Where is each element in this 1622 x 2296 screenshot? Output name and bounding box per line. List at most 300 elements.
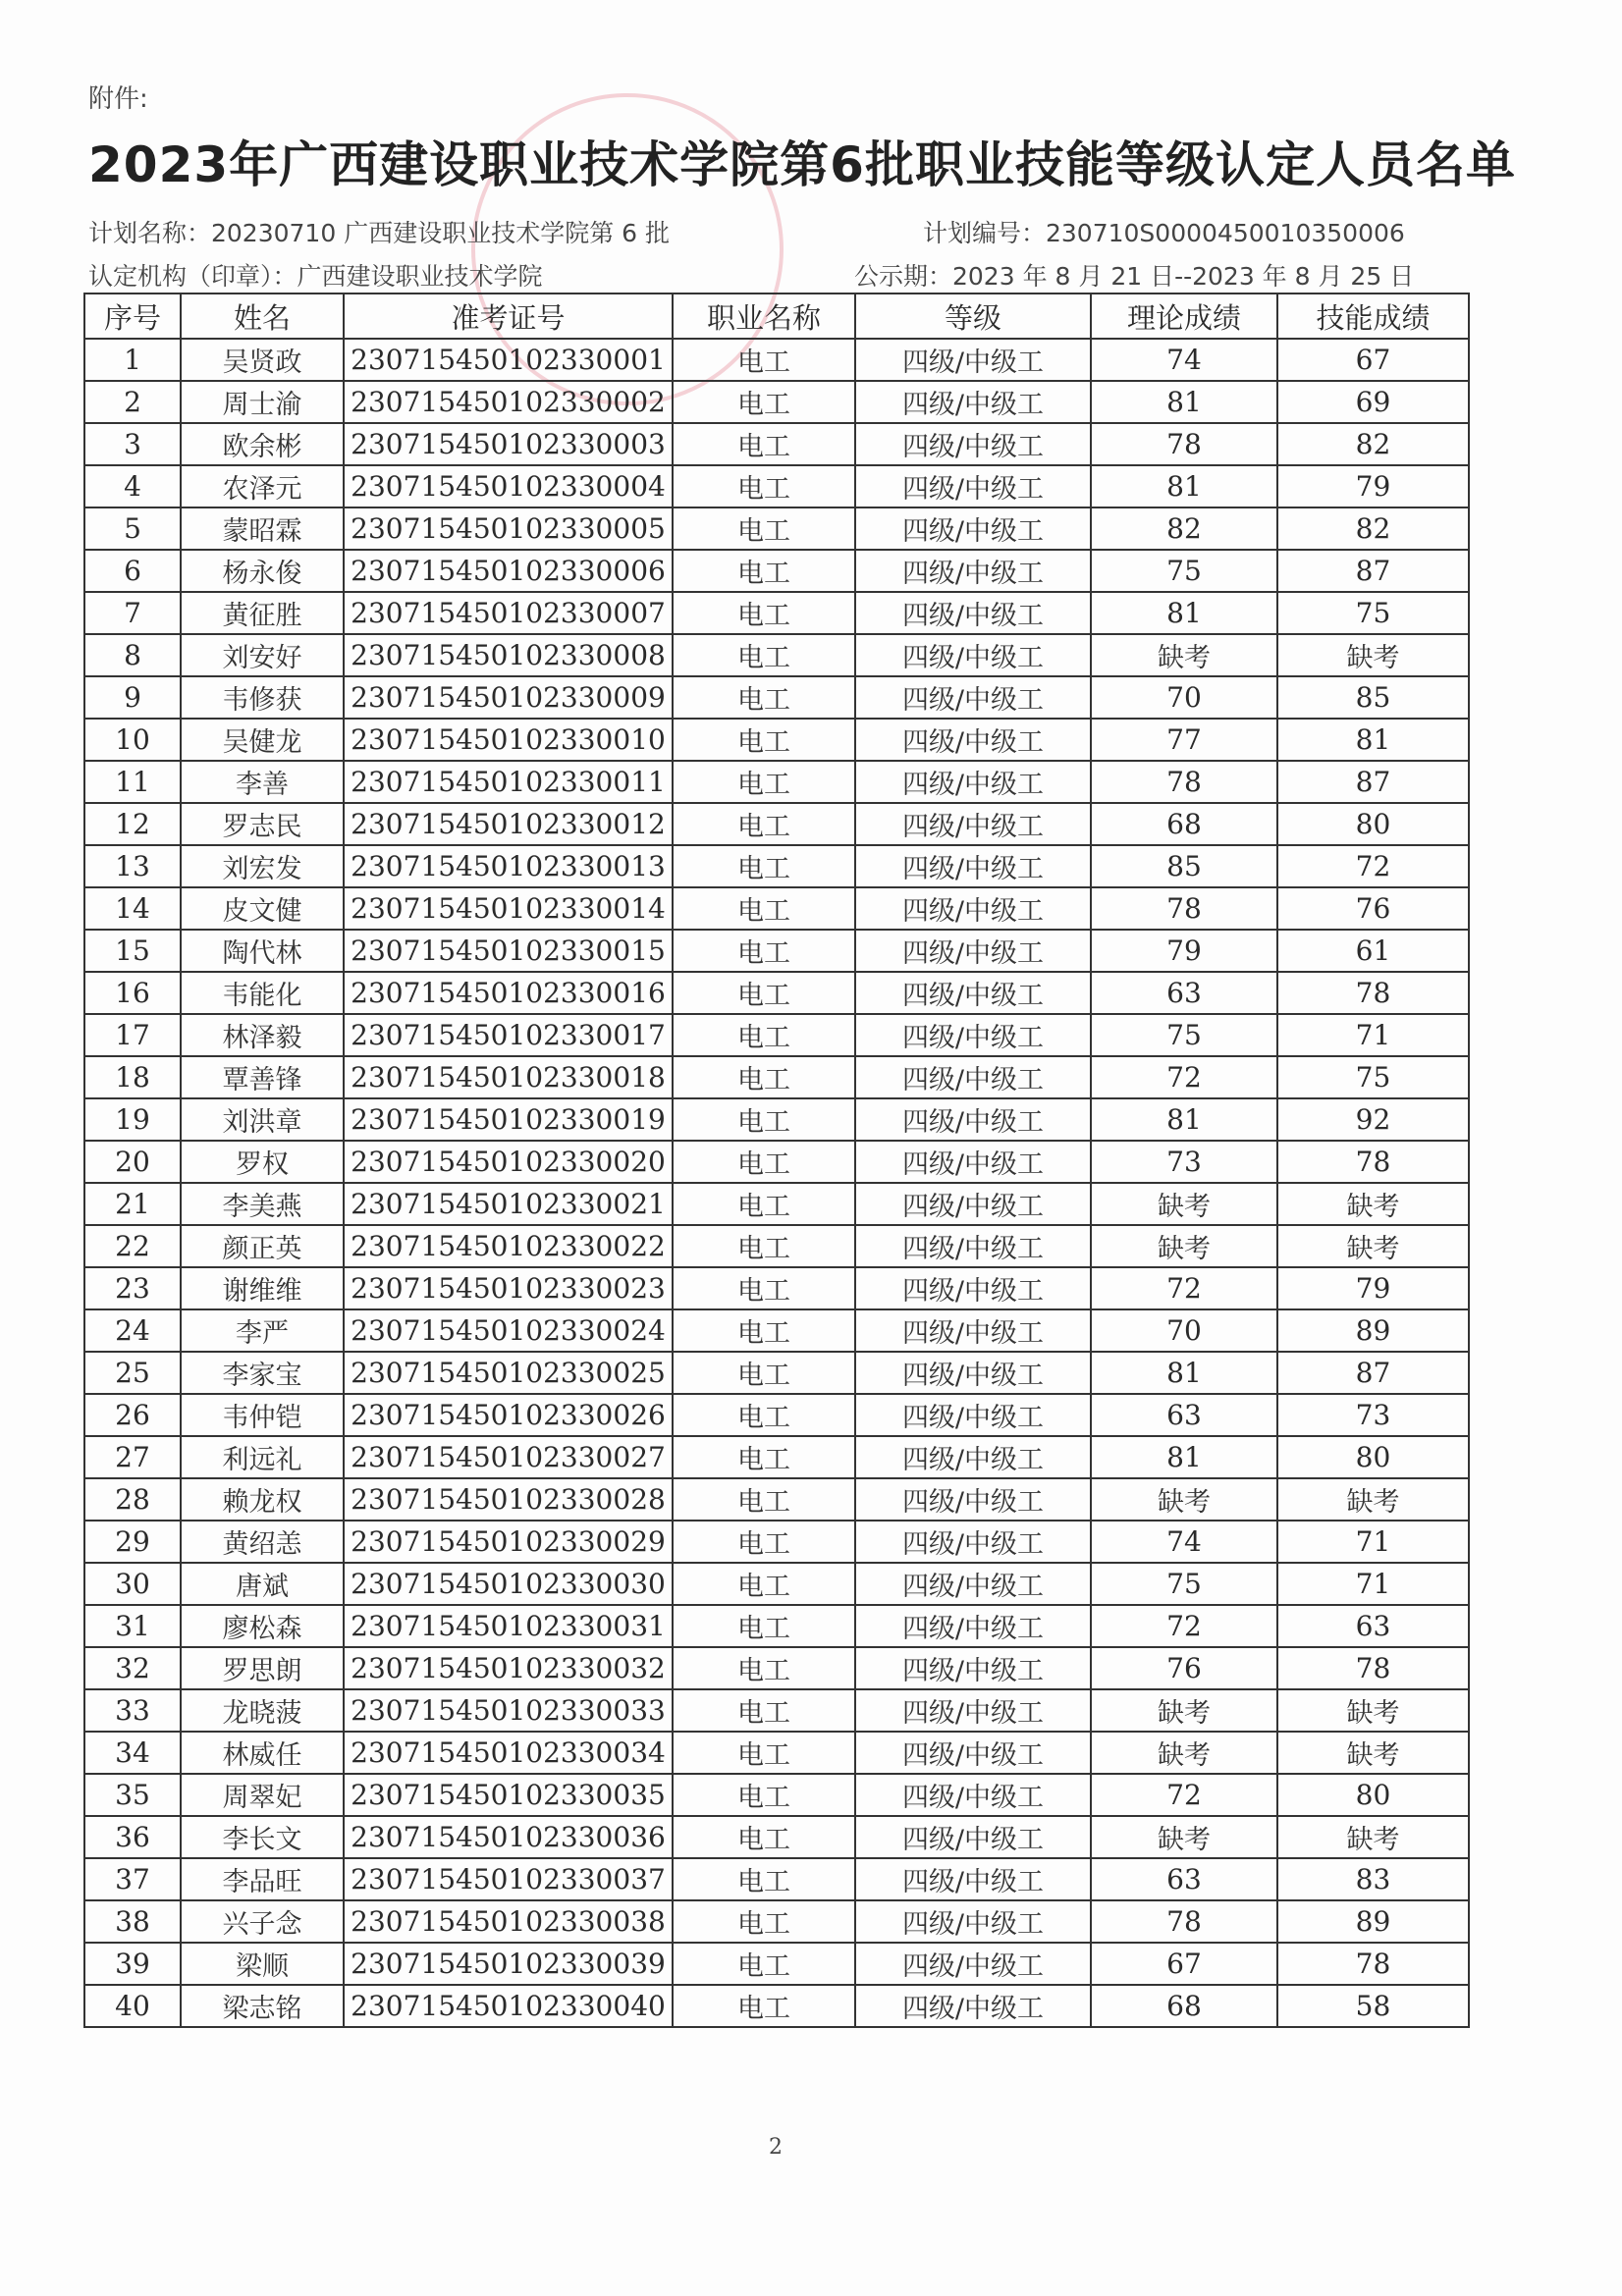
table-row <box>84 507 1469 550</box>
cell-name: 罗思朗 <box>181 1647 344 1689</box>
table-row <box>84 1014 1469 1056</box>
cell-occupation: 电工 <box>673 887 855 930</box>
cell-level: 四级/中级工 <box>855 887 1091 930</box>
cell-level: 四级/中级工 <box>855 339 1091 381</box>
cell-skill-score: 71 <box>1277 1014 1469 1056</box>
table-row <box>84 1858 1469 1900</box>
cell-index: 24 <box>84 1309 181 1352</box>
cell-index: 6 <box>84 550 181 592</box>
cell-index: 33 <box>84 1689 181 1732</box>
cell-index: 21 <box>84 1183 181 1225</box>
table-row <box>84 423 1469 465</box>
cell-occupation: 电工 <box>673 1309 855 1352</box>
cell-index: 19 <box>84 1098 181 1141</box>
cell-occupation: 电工 <box>673 1141 855 1183</box>
cell-index: 30 <box>84 1563 181 1605</box>
cell-name: 李家宝 <box>181 1352 344 1394</box>
cell-name: 林威任 <box>181 1732 344 1774</box>
cell-index: 31 <box>84 1605 181 1647</box>
cell-skill-score: 82 <box>1277 423 1469 465</box>
cell-level: 四级/中级工 <box>855 845 1091 887</box>
cell-index: 9 <box>84 676 181 719</box>
cell-exam-id: 230715450102330020 <box>344 1141 673 1183</box>
plan-number: 计划编号：230710S0000450010350006 <box>923 219 1405 247</box>
table-header-row <box>84 294 1469 339</box>
cell-exam-id: 230715450102330025 <box>344 1352 673 1394</box>
cell-level: 四级/中级工 <box>855 1309 1091 1352</box>
cell-name: 覃善锋 <box>181 1056 344 1098</box>
cell-name: 林泽毅 <box>181 1014 344 1056</box>
cell-name: 刘洪章 <box>181 1098 344 1141</box>
document-title: 2023年广西建设职业技术学院第6批职业技能等级认定人员名单 <box>88 136 1516 193</box>
cell-name: 黄征胜 <box>181 592 344 634</box>
cell-index: 20 <box>84 1141 181 1183</box>
cell-level: 四级/中级工 <box>855 1394 1091 1436</box>
cell-theory-score: 63 <box>1091 1858 1277 1900</box>
table-body <box>84 339 1469 2027</box>
table-row <box>84 1732 1469 1774</box>
cell-skill-score: 80 <box>1277 1436 1469 1478</box>
cell-index: 36 <box>84 1816 181 1858</box>
header-col-skill-score: 技能成绩 <box>1277 294 1469 339</box>
cell-exam-id: 230715450102330016 <box>344 972 673 1014</box>
cell-name: 周士渝 <box>181 381 344 423</box>
cell-name: 欧余彬 <box>181 423 344 465</box>
header-col-occupation: 职业名称 <box>673 294 855 339</box>
cell-exam-id: 230715450102330033 <box>344 1689 673 1732</box>
cell-occupation: 电工 <box>673 507 855 550</box>
cell-skill-score: 89 <box>1277 1900 1469 1943</box>
cell-theory-score: 79 <box>1091 930 1277 972</box>
cell-index: 15 <box>84 930 181 972</box>
cell-name: 李品旺 <box>181 1858 344 1900</box>
cell-index: 39 <box>84 1943 181 1985</box>
cell-name: 利远礼 <box>181 1436 344 1478</box>
cell-theory-score: 缺考 <box>1091 1732 1277 1774</box>
cell-level: 四级/中级工 <box>855 1521 1091 1563</box>
cell-name: 农泽元 <box>181 465 344 507</box>
cell-level: 四级/中级工 <box>855 1689 1091 1732</box>
cell-level: 四级/中级工 <box>855 1985 1091 2027</box>
table-row <box>84 887 1469 930</box>
cell-theory-score: 81 <box>1091 1098 1277 1141</box>
table-row <box>84 803 1469 845</box>
cell-theory-score: 78 <box>1091 423 1277 465</box>
cell-exam-id: 230715450102330040 <box>344 1985 673 2027</box>
cell-level: 四级/中级工 <box>855 1352 1091 1394</box>
cell-occupation: 电工 <box>673 1647 855 1689</box>
cell-skill-score: 78 <box>1277 972 1469 1014</box>
cell-level: 四级/中级工 <box>855 1225 1091 1267</box>
table-row <box>84 1352 1469 1394</box>
cell-skill-score: 92 <box>1277 1098 1469 1141</box>
cell-occupation: 电工 <box>673 465 855 507</box>
cell-level: 四级/中级工 <box>855 1858 1091 1900</box>
cell-occupation: 电工 <box>673 1267 855 1309</box>
table-row <box>84 1689 1469 1732</box>
cell-skill-score: 缺考 <box>1277 1478 1469 1521</box>
cell-exam-id: 230715450102330002 <box>344 381 673 423</box>
cell-name: 吴贤政 <box>181 339 344 381</box>
cell-level: 四级/中级工 <box>855 1900 1091 1943</box>
cell-exam-id: 230715450102330008 <box>344 634 673 676</box>
cell-name: 韦仲铠 <box>181 1394 344 1436</box>
cell-index: 27 <box>84 1436 181 1478</box>
cell-name: 刘宏发 <box>181 845 344 887</box>
cell-theory-score: 85 <box>1091 845 1277 887</box>
cell-index: 1 <box>84 339 181 381</box>
cell-level: 四级/中级工 <box>855 1647 1091 1689</box>
cell-index: 22 <box>84 1225 181 1267</box>
cell-name: 廖松森 <box>181 1605 344 1647</box>
cell-occupation: 电工 <box>673 1900 855 1943</box>
cell-occupation: 电工 <box>673 930 855 972</box>
page-number: 2 <box>769 2135 783 2160</box>
cell-name: 李美燕 <box>181 1183 344 1225</box>
cell-index: 29 <box>84 1521 181 1563</box>
cell-name: 梁志铭 <box>181 1985 344 2027</box>
cell-exam-id: 230715450102330009 <box>344 676 673 719</box>
cell-skill-score: 71 <box>1277 1521 1469 1563</box>
cell-skill-score: 67 <box>1277 339 1469 381</box>
cell-level: 四级/中级工 <box>855 465 1091 507</box>
cell-occupation: 电工 <box>673 803 855 845</box>
cell-exam-id: 230715450102330003 <box>344 423 673 465</box>
cell-skill-score: 81 <box>1277 719 1469 761</box>
table-row <box>84 1774 1469 1816</box>
cell-occupation: 电工 <box>673 1183 855 1225</box>
cell-exam-id: 230715450102330037 <box>344 1858 673 1900</box>
cell-theory-score: 73 <box>1091 1141 1277 1183</box>
cell-level: 四级/中级工 <box>855 592 1091 634</box>
cell-name: 李长文 <box>181 1816 344 1858</box>
cell-exam-id: 230715450102330021 <box>344 1183 673 1225</box>
cell-exam-id: 230715450102330012 <box>344 803 673 845</box>
cell-occupation: 电工 <box>673 845 855 887</box>
cell-level: 四级/中级工 <box>855 1056 1091 1098</box>
cell-index: 37 <box>84 1858 181 1900</box>
cell-name: 韦修获 <box>181 676 344 719</box>
cell-exam-id: 230715450102330013 <box>344 845 673 887</box>
cell-occupation: 电工 <box>673 1605 855 1647</box>
cell-theory-score: 缺考 <box>1091 1478 1277 1521</box>
cell-skill-score: 缺考 <box>1277 634 1469 676</box>
cell-occupation: 电工 <box>673 1225 855 1267</box>
cell-occupation: 电工 <box>673 1098 855 1141</box>
table-row <box>84 1394 1469 1436</box>
cell-index: 17 <box>84 1014 181 1056</box>
header-col-exam-id: 准考证号 <box>344 294 673 339</box>
cell-theory-score: 72 <box>1091 1267 1277 1309</box>
cell-name: 李善 <box>181 761 344 803</box>
cell-theory-score: 63 <box>1091 972 1277 1014</box>
cell-theory-score: 82 <box>1091 507 1277 550</box>
cell-occupation: 电工 <box>673 1816 855 1858</box>
cell-skill-score: 75 <box>1277 592 1469 634</box>
cell-name: 罗权 <box>181 1141 344 1183</box>
table-row <box>84 1900 1469 1943</box>
cell-skill-score: 85 <box>1277 676 1469 719</box>
cell-occupation: 电工 <box>673 1436 855 1478</box>
cell-level: 四级/中级工 <box>855 1563 1091 1605</box>
cell-name: 杨永俊 <box>181 550 344 592</box>
cell-level: 四级/中级工 <box>855 1267 1091 1309</box>
cell-level: 四级/中级工 <box>855 1098 1091 1141</box>
cell-occupation: 电工 <box>673 1056 855 1098</box>
attachment-label: 附件: <box>88 84 148 114</box>
cell-occupation: 电工 <box>673 761 855 803</box>
cell-skill-score: 缺考 <box>1277 1225 1469 1267</box>
cell-name: 赖龙权 <box>181 1478 344 1521</box>
cell-level: 四级/中级工 <box>855 381 1091 423</box>
cell-skill-score: 缺考 <box>1277 1816 1469 1858</box>
cell-name: 周翠妃 <box>181 1774 344 1816</box>
cell-occupation: 电工 <box>673 1943 855 1985</box>
table-row <box>84 1098 1469 1141</box>
cell-skill-score: 87 <box>1277 1352 1469 1394</box>
cell-level: 四级/中级工 <box>855 930 1091 972</box>
cell-level: 四级/中级工 <box>855 1732 1091 1774</box>
cell-exam-id: 230715450102330026 <box>344 1394 673 1436</box>
cell-index: 8 <box>84 634 181 676</box>
cell-skill-score: 61 <box>1277 930 1469 972</box>
cell-skill-score: 63 <box>1277 1605 1469 1647</box>
cell-index: 23 <box>84 1267 181 1309</box>
cell-index: 7 <box>84 592 181 634</box>
cell-level: 四级/中级工 <box>855 1943 1091 1985</box>
cell-skill-score: 71 <box>1277 1563 1469 1605</box>
table-row <box>84 1816 1469 1858</box>
table-row <box>84 550 1469 592</box>
cell-skill-score: 58 <box>1277 1985 1469 2027</box>
cell-theory-score: 81 <box>1091 592 1277 634</box>
cell-exam-id: 230715450102330031 <box>344 1605 673 1647</box>
table-row <box>84 1141 1469 1183</box>
cell-exam-id: 230715450102330028 <box>344 1478 673 1521</box>
cell-index: 16 <box>84 972 181 1014</box>
cell-theory-score: 68 <box>1091 803 1277 845</box>
cell-occupation: 电工 <box>673 676 855 719</box>
cell-level: 四级/中级工 <box>855 803 1091 845</box>
cell-occupation: 电工 <box>673 1689 855 1732</box>
cell-index: 26 <box>84 1394 181 1436</box>
cell-name: 皮文健 <box>181 887 344 930</box>
table-row <box>84 1183 1469 1225</box>
cell-occupation: 电工 <box>673 719 855 761</box>
cell-occupation: 电工 <box>673 550 855 592</box>
table-row <box>84 1056 1469 1098</box>
cell-exam-id: 230715450102330034 <box>344 1732 673 1774</box>
cell-exam-id: 230715450102330017 <box>344 1014 673 1056</box>
cell-occupation: 电工 <box>673 1352 855 1394</box>
cell-skill-score: 缺考 <box>1277 1732 1469 1774</box>
cell-theory-score: 81 <box>1091 1436 1277 1478</box>
cell-exam-id: 230715450102330006 <box>344 550 673 592</box>
table-row <box>84 719 1469 761</box>
cell-skill-score: 73 <box>1277 1394 1469 1436</box>
cell-theory-score: 缺考 <box>1091 1183 1277 1225</box>
cell-occupation: 电工 <box>673 592 855 634</box>
cell-index: 34 <box>84 1732 181 1774</box>
cell-exam-id: 230715450102330023 <box>344 1267 673 1309</box>
cell-occupation: 电工 <box>673 634 855 676</box>
cell-skill-score: 78 <box>1277 1943 1469 1985</box>
cell-occupation: 电工 <box>673 339 855 381</box>
cell-theory-score: 81 <box>1091 381 1277 423</box>
cell-skill-score: 87 <box>1277 550 1469 592</box>
cell-name: 李严 <box>181 1309 344 1352</box>
cell-theory-score: 75 <box>1091 1563 1277 1605</box>
cell-name: 吴健龙 <box>181 719 344 761</box>
cell-level: 四级/中级工 <box>855 1774 1091 1816</box>
cell-index: 14 <box>84 887 181 930</box>
cell-name: 罗志民 <box>181 803 344 845</box>
cell-theory-score: 缺考 <box>1091 634 1277 676</box>
cell-occupation: 电工 <box>673 1394 855 1436</box>
cell-theory-score: 81 <box>1091 465 1277 507</box>
cell-skill-score: 78 <box>1277 1647 1469 1689</box>
cell-skill-score: 83 <box>1277 1858 1469 1900</box>
table-row <box>84 1225 1469 1267</box>
cell-skill-score: 72 <box>1277 845 1469 887</box>
cell-theory-score: 81 <box>1091 1352 1277 1394</box>
cell-level: 四级/中级工 <box>855 1816 1091 1858</box>
cell-occupation: 电工 <box>673 972 855 1014</box>
cell-exam-id: 230715450102330018 <box>344 1056 673 1098</box>
table-row <box>84 1985 1469 2027</box>
header-col-index: 序号 <box>84 294 181 339</box>
cell-exam-id: 230715450102330024 <box>344 1309 673 1352</box>
table-row <box>84 1647 1469 1689</box>
cell-exam-id: 230715450102330036 <box>344 1816 673 1858</box>
cell-theory-score: 63 <box>1091 1394 1277 1436</box>
cell-exam-id: 230715450102330029 <box>344 1521 673 1563</box>
cell-skill-score: 82 <box>1277 507 1469 550</box>
cell-exam-id: 230715450102330039 <box>344 1943 673 1985</box>
cell-theory-score: 78 <box>1091 761 1277 803</box>
cell-index: 5 <box>84 507 181 550</box>
table-row <box>84 381 1469 423</box>
publicity-period: 公示期：2023 年 8 月 21 日--2023 年 8 月 25 日 <box>854 262 1415 291</box>
cell-theory-score: 76 <box>1091 1647 1277 1689</box>
cell-name: 韦能化 <box>181 972 344 1014</box>
cell-skill-score: 78 <box>1277 1141 1469 1183</box>
table-row <box>84 1605 1469 1647</box>
table-row <box>84 930 1469 972</box>
cell-theory-score: 78 <box>1091 887 1277 930</box>
table-row <box>84 592 1469 634</box>
cell-level: 四级/中级工 <box>855 1436 1091 1478</box>
cell-theory-score: 72 <box>1091 1605 1277 1647</box>
cell-index: 3 <box>84 423 181 465</box>
cell-theory-score: 70 <box>1091 1309 1277 1352</box>
cell-name: 刘安好 <box>181 634 344 676</box>
cell-skill-score: 缺考 <box>1277 1689 1469 1732</box>
cell-occupation: 电工 <box>673 423 855 465</box>
cell-name: 兴子念 <box>181 1900 344 1943</box>
cell-index: 4 <box>84 465 181 507</box>
cell-index: 25 <box>84 1352 181 1394</box>
cell-occupation: 电工 <box>673 1563 855 1605</box>
cell-level: 四级/中级工 <box>855 761 1091 803</box>
cell-level: 四级/中级工 <box>855 1478 1091 1521</box>
cell-occupation: 电工 <box>673 1014 855 1056</box>
cell-name: 颜正英 <box>181 1225 344 1267</box>
cell-occupation: 电工 <box>673 1985 855 2027</box>
table-row <box>84 1309 1469 1352</box>
cell-index: 12 <box>84 803 181 845</box>
cell-occupation: 电工 <box>673 1858 855 1900</box>
cell-exam-id: 230715450102330032 <box>344 1647 673 1689</box>
cell-theory-score: 缺考 <box>1091 1816 1277 1858</box>
cell-index: 35 <box>84 1774 181 1816</box>
cell-skill-score: 69 <box>1277 381 1469 423</box>
cell-index: 2 <box>84 381 181 423</box>
cell-occupation: 电工 <box>673 1521 855 1563</box>
cell-skill-score: 缺考 <box>1277 1183 1469 1225</box>
cell-occupation: 电工 <box>673 1478 855 1521</box>
cell-name: 梁顺 <box>181 1943 344 1985</box>
cell-index: 18 <box>84 1056 181 1098</box>
table-row <box>84 465 1469 507</box>
cell-theory-score: 74 <box>1091 339 1277 381</box>
cell-level: 四级/中级工 <box>855 1141 1091 1183</box>
cell-exam-id: 230715450102330038 <box>344 1900 673 1943</box>
cell-name: 蒙昭霖 <box>181 507 344 550</box>
cell-level: 四级/中级工 <box>855 423 1091 465</box>
table-row <box>84 1521 1469 1563</box>
cell-name: 龙晓菠 <box>181 1689 344 1732</box>
cell-theory-score: 67 <box>1091 1943 1277 1985</box>
cell-level: 四级/中级工 <box>855 1014 1091 1056</box>
cell-theory-score: 74 <box>1091 1521 1277 1563</box>
cell-skill-score: 87 <box>1277 761 1469 803</box>
table-row <box>84 634 1469 676</box>
cell-occupation: 电工 <box>673 1732 855 1774</box>
cell-theory-score: 78 <box>1091 1900 1277 1943</box>
cell-theory-score: 72 <box>1091 1774 1277 1816</box>
cell-index: 13 <box>84 845 181 887</box>
cell-level: 四级/中级工 <box>855 972 1091 1014</box>
cell-name: 黄绍恙 <box>181 1521 344 1563</box>
cell-exam-id: 230715450102330027 <box>344 1436 673 1478</box>
table-row <box>84 1478 1469 1521</box>
cell-level: 四级/中级工 <box>855 634 1091 676</box>
cell-index: 10 <box>84 719 181 761</box>
cell-skill-score: 76 <box>1277 887 1469 930</box>
cell-level: 四级/中级工 <box>855 719 1091 761</box>
cell-level: 四级/中级工 <box>855 507 1091 550</box>
cell-theory-score: 68 <box>1091 1985 1277 2027</box>
personnel-table <box>83 293 1470 2028</box>
table-row <box>84 1943 1469 1985</box>
cell-exam-id: 230715450102330007 <box>344 592 673 634</box>
cell-theory-score: 72 <box>1091 1056 1277 1098</box>
cell-occupation: 电工 <box>673 1774 855 1816</box>
cell-skill-score: 75 <box>1277 1056 1469 1098</box>
cell-theory-score: 70 <box>1091 676 1277 719</box>
cell-exam-id: 230715450102330015 <box>344 930 673 972</box>
header-col-theory-score: 理论成绩 <box>1091 294 1277 339</box>
cell-skill-score: 79 <box>1277 1267 1469 1309</box>
cell-level: 四级/中级工 <box>855 1183 1091 1225</box>
cell-skill-score: 79 <box>1277 465 1469 507</box>
table-row <box>84 1267 1469 1309</box>
cell-name: 陶代林 <box>181 930 344 972</box>
cell-skill-score: 89 <box>1277 1309 1469 1352</box>
cell-skill-score: 80 <box>1277 803 1469 845</box>
cell-level: 四级/中级工 <box>855 676 1091 719</box>
